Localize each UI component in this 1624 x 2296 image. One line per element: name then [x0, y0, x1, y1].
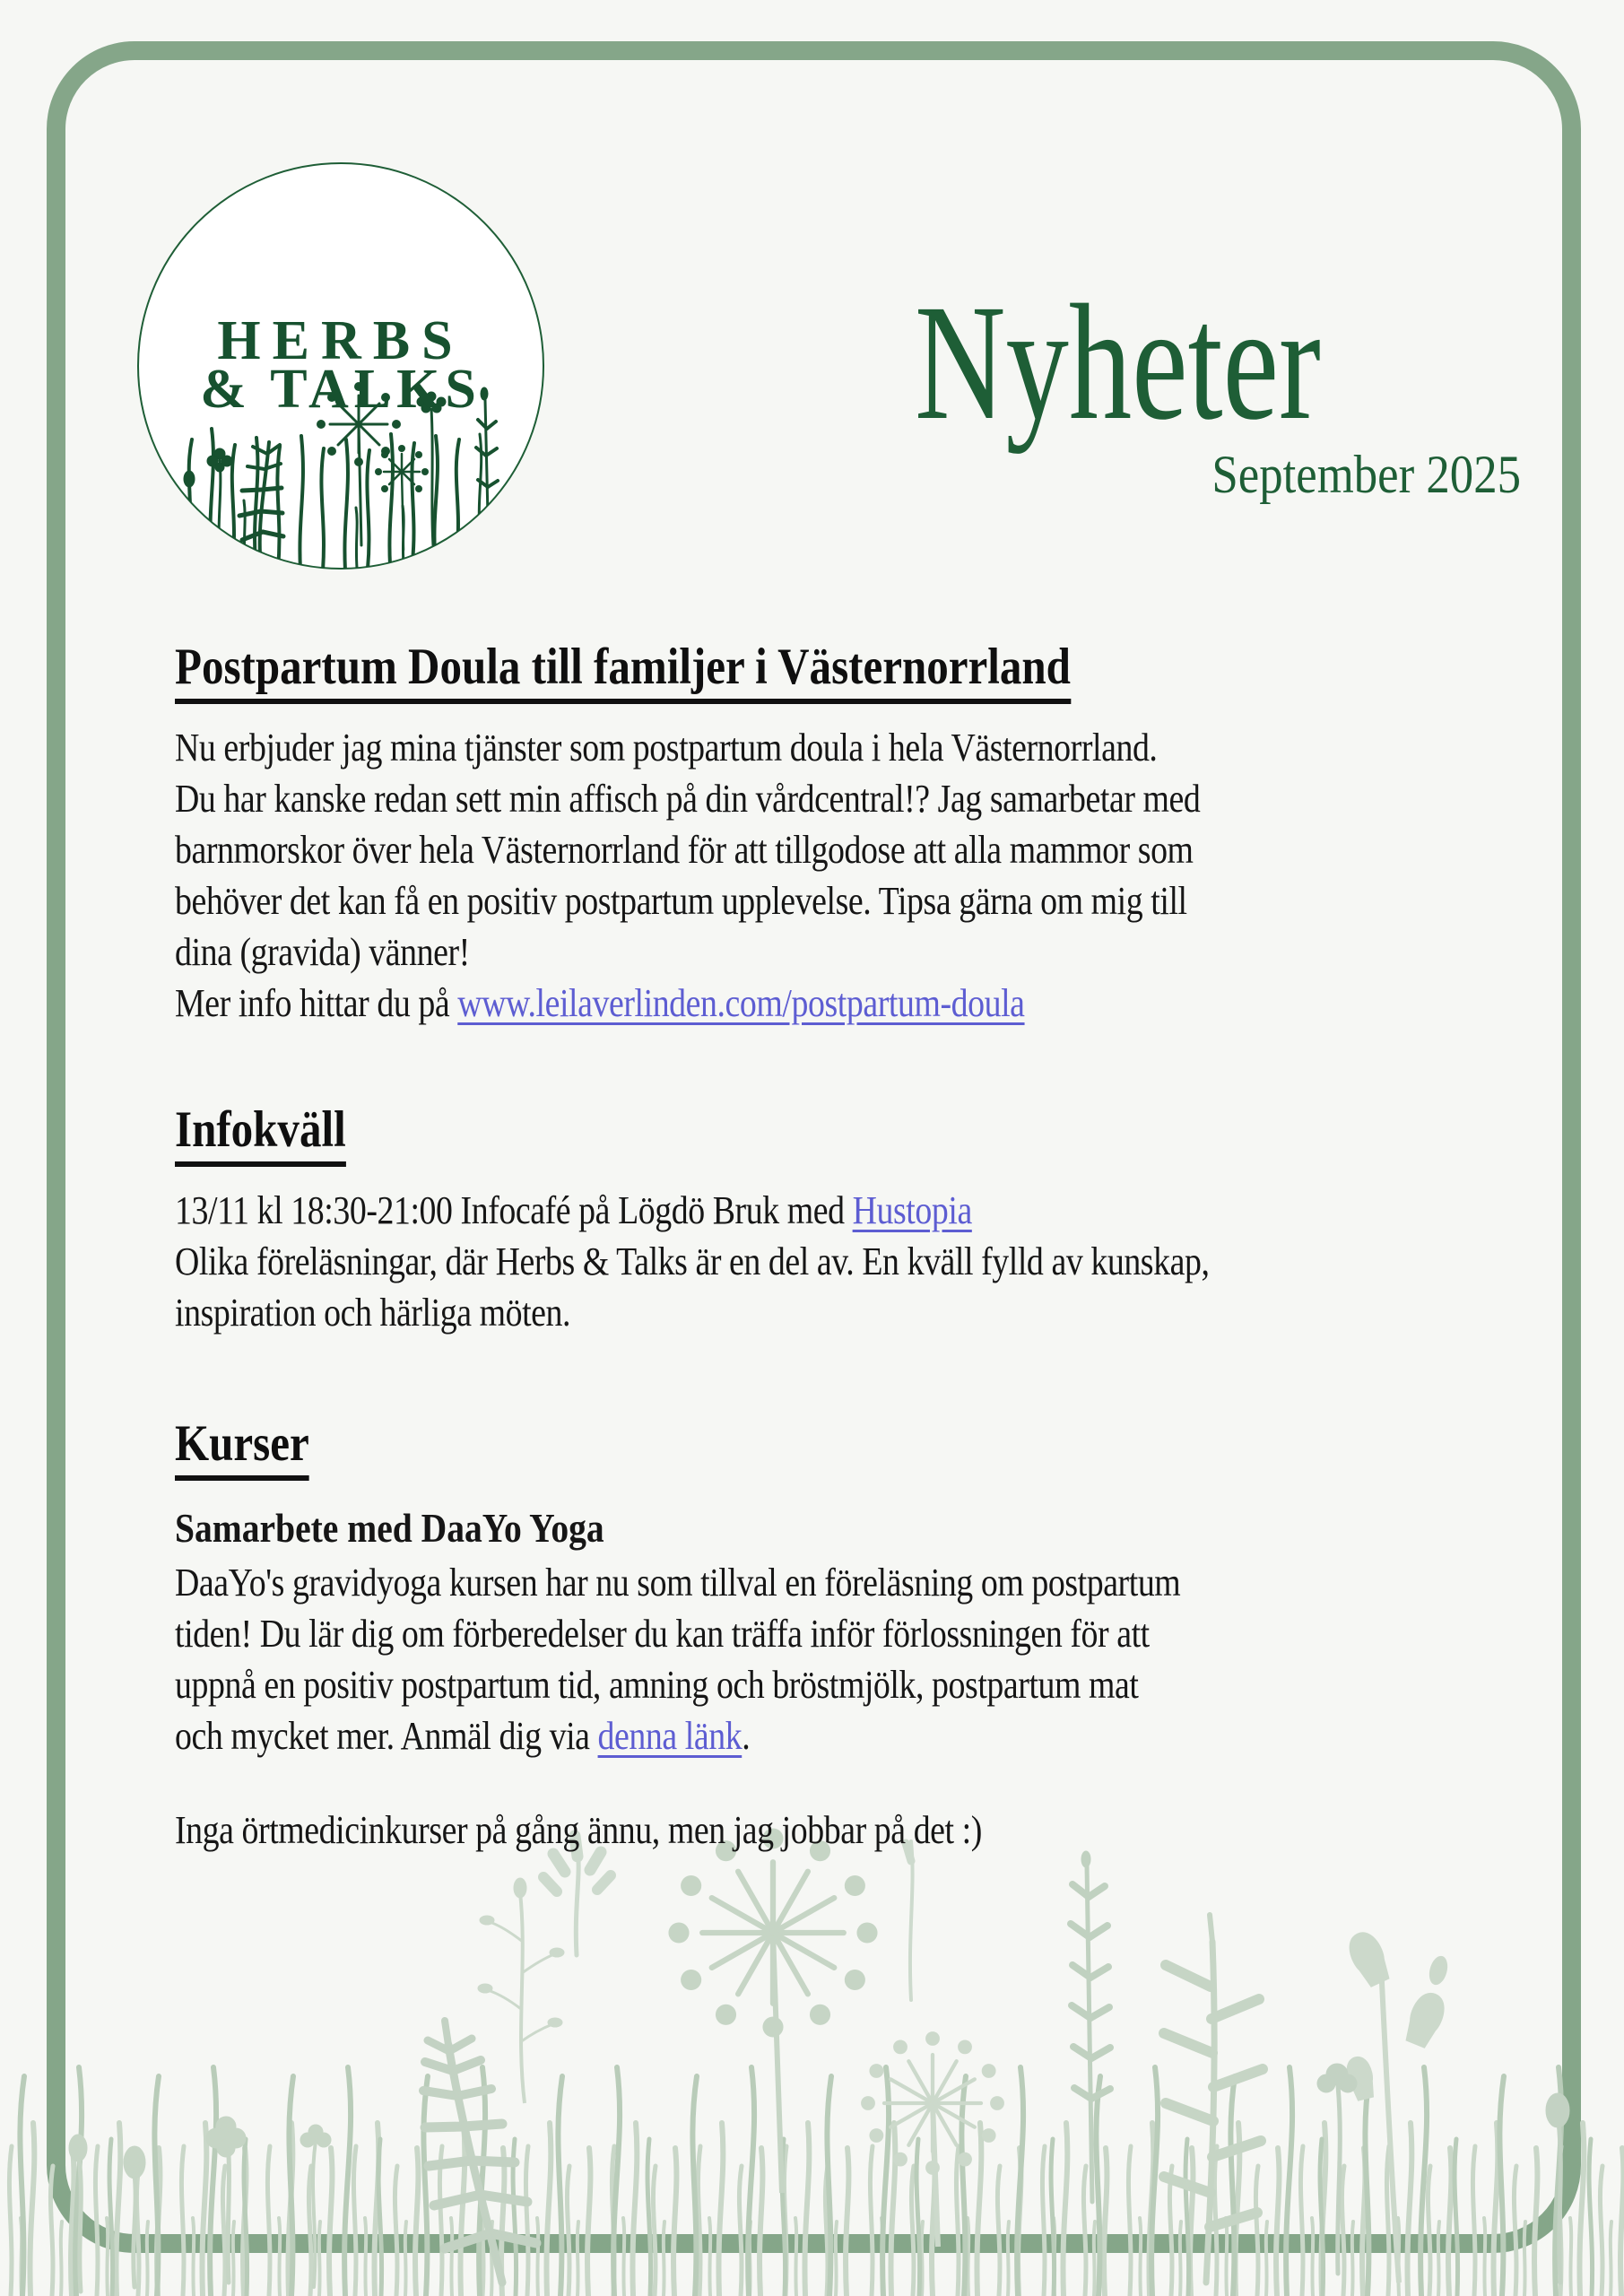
line-text: inspiration och härliga möten.: [175, 1290, 571, 1335]
line-text: 13/11 kl 18:30-21:00 Infocafé på Lögdö Bruk med: [175, 1187, 853, 1232]
section-postpartum: [175, 639, 1200, 1029]
page-title: Nyheter: [915, 271, 1321, 455]
line-text: och mycket mer. Anmäl dig via: [175, 1713, 598, 1758]
section-body: [175, 1185, 1209, 1338]
logo-wordmark-line1: HERBS: [217, 310, 465, 371]
subsection-heading-daayo: Samarbete med DaaYo Yoga: [175, 1504, 604, 1551]
section-kurser: [175, 1415, 1180, 1761]
line-text: dina (gravida) vänner!: [175, 929, 470, 974]
paragraph-line: [175, 1659, 1180, 1710]
paragraph-line: [175, 926, 1200, 978]
herbs-and-talks-logo: [135, 160, 547, 572]
postpartum-doula-link[interactable]: www.leilaverlinden.com/postpartum-doula: [457, 980, 1025, 1025]
section-body: [175, 1557, 1180, 1761]
footer-note: Inga örtmedicinkurser på gång ännu, men jag jobbar på det :): [175, 1808, 982, 1852]
line-text: Mer info hittar du på: [175, 980, 458, 1025]
issue-date: September 2025: [1211, 445, 1521, 504]
section-body: [175, 722, 1200, 1029]
paragraph-line: [175, 1287, 1209, 1338]
bottom-meadow-illustration: [0, 1807, 1624, 2296]
line-text: Nu erbjuder jag mina tjänster som postpartum doula i hela Västernorrland.: [175, 725, 1158, 770]
line-text: Olika föreläsningar, där Herbs & Talks är en del av. En kväll fylld av kunskap,: [175, 1239, 1210, 1283]
logo-wordmark-line2: & TALKS: [200, 359, 482, 420]
paragraph-line: [175, 1710, 1180, 1761]
hustopia-link[interactable]: Hustopia: [852, 1187, 972, 1232]
paragraph-line: [175, 875, 1200, 926]
paragraph-line: [175, 1557, 1180, 1608]
line-text: uppnå en positiv postpartum tid, amning och bröstmjölk, postpartum mat: [175, 1662, 1139, 1707]
paragraph-line: [175, 773, 1200, 824]
line-text: barnmorskor över hela Västernorrland för att tillgodose att alla mammor som: [175, 827, 1194, 872]
line-text: tiden! Du lär dig om förberedelser du kan träffa inför förlossningen för att: [175, 1611, 1150, 1656]
paragraph-line: [175, 1608, 1180, 1659]
paragraph-line: [175, 824, 1200, 875]
signup-link[interactable]: denna länk: [597, 1713, 743, 1758]
section-heading-infokvall: Infokväll: [175, 1101, 346, 1167]
line-text: .: [742, 1713, 751, 1758]
section-heading-kurser: Kurser: [175, 1415, 309, 1481]
paragraph-line: [175, 1185, 1209, 1236]
paragraph-line: [175, 722, 1200, 773]
paragraph-line: [175, 1236, 1209, 1287]
line-text: Du har kanske redan sett min affisch på din vårdcentral!? Jag samarbetar med: [175, 776, 1201, 821]
paragraph-line: [175, 978, 1200, 1029]
section-infokvall: [175, 1101, 1209, 1338]
line-text: DaaYo's gravidyoga kursen har nu som tillval en föreläsning om postpartum: [175, 1560, 1181, 1605]
line-text: behöver det kan få en positiv postpartum upplevelse. Tipsa gärna om mig till: [175, 878, 1187, 923]
section-heading-postpartum: Postpartum Doula till familjer i Västernorrland: [175, 639, 1071, 704]
newsletter-header: [915, 271, 1521, 504]
